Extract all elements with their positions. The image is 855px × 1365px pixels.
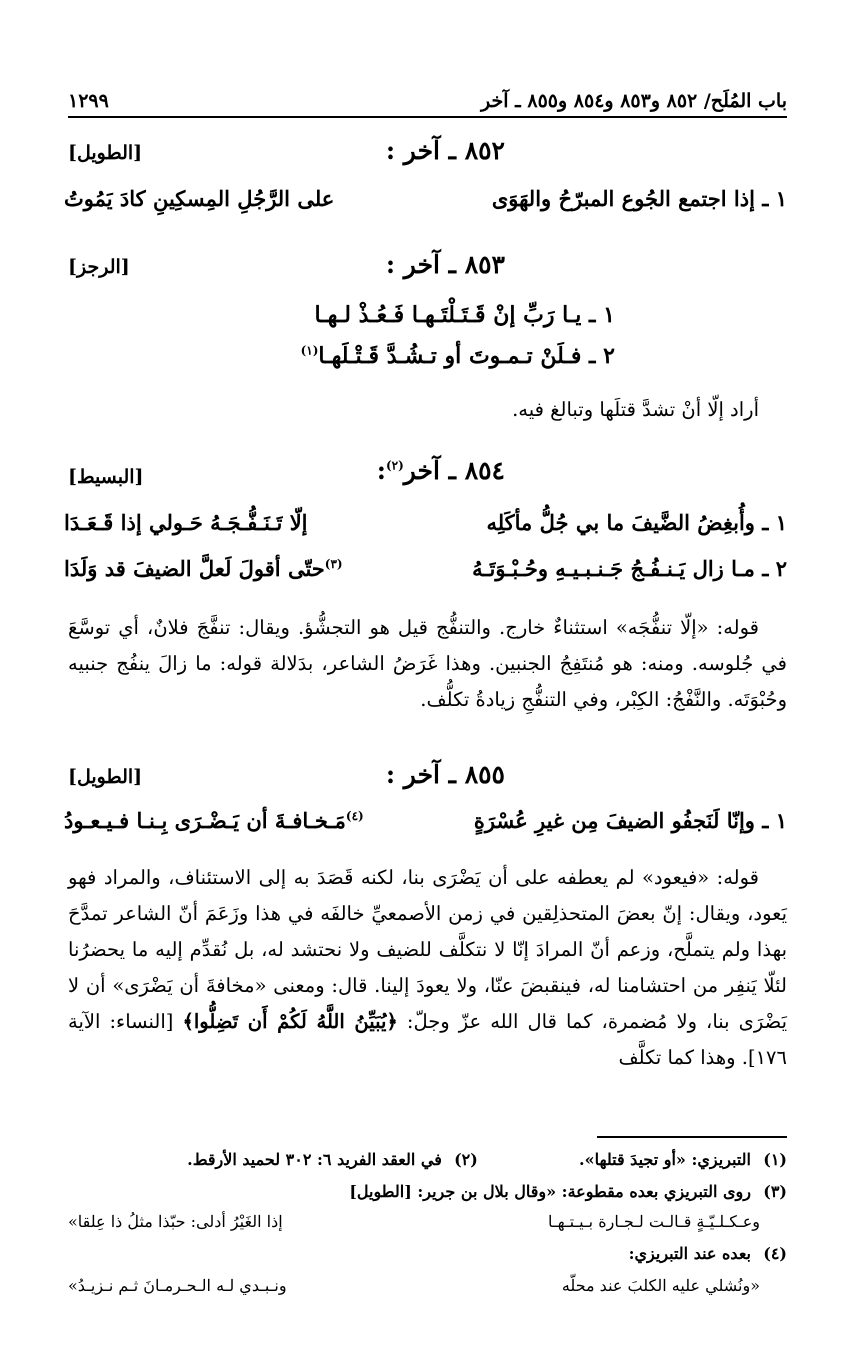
verse-hemistich-2: $^{(٤)}$مَـخـافـةَ أن يَـضْـرَى بِـنـا فـيـعـودُ [64,808,364,833]
verse-hemistich-1: ٢ ـ مـا زال يَـنـفُـجُ جَـنـبـيـهِ وحُـبْـوَتَـهُ [472,556,787,581]
commentary-text: قوله: «إلّا تنفُّجَه» استثناءٌ خارج. والتنفُّج قيل هو التجشُّؤ. ويقال: تنفَّجَ فلانٌ، أي توسَّعَ في جُلوسه. ومنه: هو مُنتَفِجُ الجنبين. وهذا غَرَضُ الشاعر، بدَلالة قوله: ما زالَ ينفُج جنبيه وحُبْوَتَه. والنَّفْجُ: الكِبْر، وفي التنفُّجِ زيادةُ تكلُّف. [68,616,787,711]
footnote-3-number: (٣) [763,1182,787,1201]
section-854-verse-1 [64,510,787,550]
footnote-2-number: (٢) [454,1150,478,1169]
footnote-1-text: التبريزي: «أو تجيدَ قتلها». [579,1150,751,1169]
section-853-verse-2 [301,343,615,369]
footnote-3 [68,1182,787,1201]
verse-hemistich-2: $^{(٣)}$حتّى أقولَ لَعلَّ الضيفَ قد وَلَدَا [64,556,343,581]
footnote-ref-3: (٣) [324,557,343,571]
section-854-meter: [البسيط] [68,466,144,488]
verse-hemistich-1: ١ ـ إذا اجتمع الجُوع المبرّحُ والهَوَى [491,186,787,211]
section-854-heading: ٨٥٤ ـ آخر$^{(٢)}$: [376,456,505,485]
section-852-meter: [الطويل] [68,142,143,164]
footnote-1-number: (١) [763,1150,787,1169]
footnote-divider [597,1136,787,1138]
page-number: ١٢٩٩ [68,90,109,112]
verse-text: ٢ ـ فـلَنْ تـمـوتَ أو تـشُـدَّ قَـتْـلَهـا [318,343,615,369]
footnote-ref-4: (٤) [345,809,364,823]
section-854-commentary [68,610,787,718]
section-853-commentary [68,392,787,428]
section-852-heading: ٨٥٢ ـ آخر : [385,136,505,165]
quran-quote: ﴿يُبَيِّنُ اللَّهُ لَكُمْ أَن تَضِلُّوا﴾ [182,1010,398,1033]
section-853-verse-1: ١ ـ يـا رَبِّ إنْ قَـتَـلْتَـهـا فَـعُـذْ لـهـا [314,302,615,328]
verse-hemistich-2: ونـبـدي لـه الـحـرمـانَ ثـم نـزيـدُ» [68,1276,287,1295]
footnote-4-text: بعده عند التبريزي: [628,1244,751,1263]
footnote-ref-2: (٢) [385,458,404,473]
running-head [68,78,787,118]
verse-hemistich-1: ١ ـ وإنّا لَنَجفُو الضيفَ مِن غيرِ عُسْرَةٍ [473,808,787,833]
verse-hemistich-2: إلّا تَـنَـفُّـجَـهُ حَـولي إذا قَـعَـدَا [64,510,308,535]
verse-hemistich-1: ١ ـ وأُبغِضُ الضَّيفَ ما بي جُلُّ مأكَلِه [486,510,787,535]
section-855-heading: ٨٥٥ ـ آخر : [385,760,505,789]
footnote-4-number: (٤) [763,1244,787,1263]
commentary-text: أراد إلّا أنْ تشدَّ قتلَها وتبالغ فيه. [512,398,759,421]
section-853-heading: ٨٥٣ ـ آخر : [385,250,505,279]
verse-hemistich-1: وعـكـلـيّـةٍ قـالـت لـجـارة بـيـتـهـا [548,1212,760,1231]
section-854-verse-2 [64,556,787,596]
commentary-text: قوله: «فيعود» لم يعطفه على أن يَضْرَى بنا، لكنه قَصَدَ به إلى الاستئناف، والمراد فهو يَعود، ويقال: إنّ بعضَ المتحذلِقين في زمن الأصمعيِّ خالفَه في هذا وزَعَمَ أنّ الشاعر تمدَّحَ بهذا ولم يتملَّح، وزعم أنّ المرادَ إنّا لا نتكلَّف للضيف ولا نحتشد له، بل نُقدِّم إليه ما يحضرُنا لئلّا يَنفِر من احتشامنا له، فينقبضَ عنّا، ولا يعودَ إلينا. قال: ومعنى «مخافةَ أن يَضْرَى» أن لا يَضْرَى بنا، ولا مُضمرة، كما قال الله عزّ وجلّ: ﴿يُبَيِّنُ اللَّهُ لَكُمْ أَن تَضِلُّوا﴾ [النساء: الآية ١٧٦]. وهذا كما تكلَّف [68,866,787,1069]
verse-hemistich-2: إذا الغَيْرُ أدلى: حبّذا مثلُ ذا عِلقا» [68,1212,283,1231]
footnote-3-text: روى التبريزي بعده مقطوعة: «وقال بلال بن جرير: [الطويل] [349,1182,751,1201]
verse-hemistich-1: «ونُشلي عليه الكلبَ عند محلّه [561,1276,760,1295]
footnote-ref-1: (١) [300,343,319,358]
verse-hemistich-2: على الرَّجُلِ المِسكِينِ كادَ يَمُوتُ [64,186,335,211]
section-853-meter: [الرجز] [68,256,130,278]
section-852-verse-1 [64,186,787,226]
footnote-4 [68,1244,787,1263]
footnote-2-text: في العقد الفريد ٦: ٣٠٢ لحميد الأرقط. [187,1150,442,1169]
heading-text: ٨٥٤ ـ آخر [403,456,505,485]
running-head-title: باب المُلَح/ ٨٥٢ و٨٥٣ و٨٥٤ و٨٥٥ ـ آخر [481,90,787,112]
footnote-1-2 [68,1150,787,1169]
section-855-commentary [68,860,787,1076]
section-855-meter: [الطويل] [68,766,143,788]
section-855-verse-1 [64,808,787,848]
